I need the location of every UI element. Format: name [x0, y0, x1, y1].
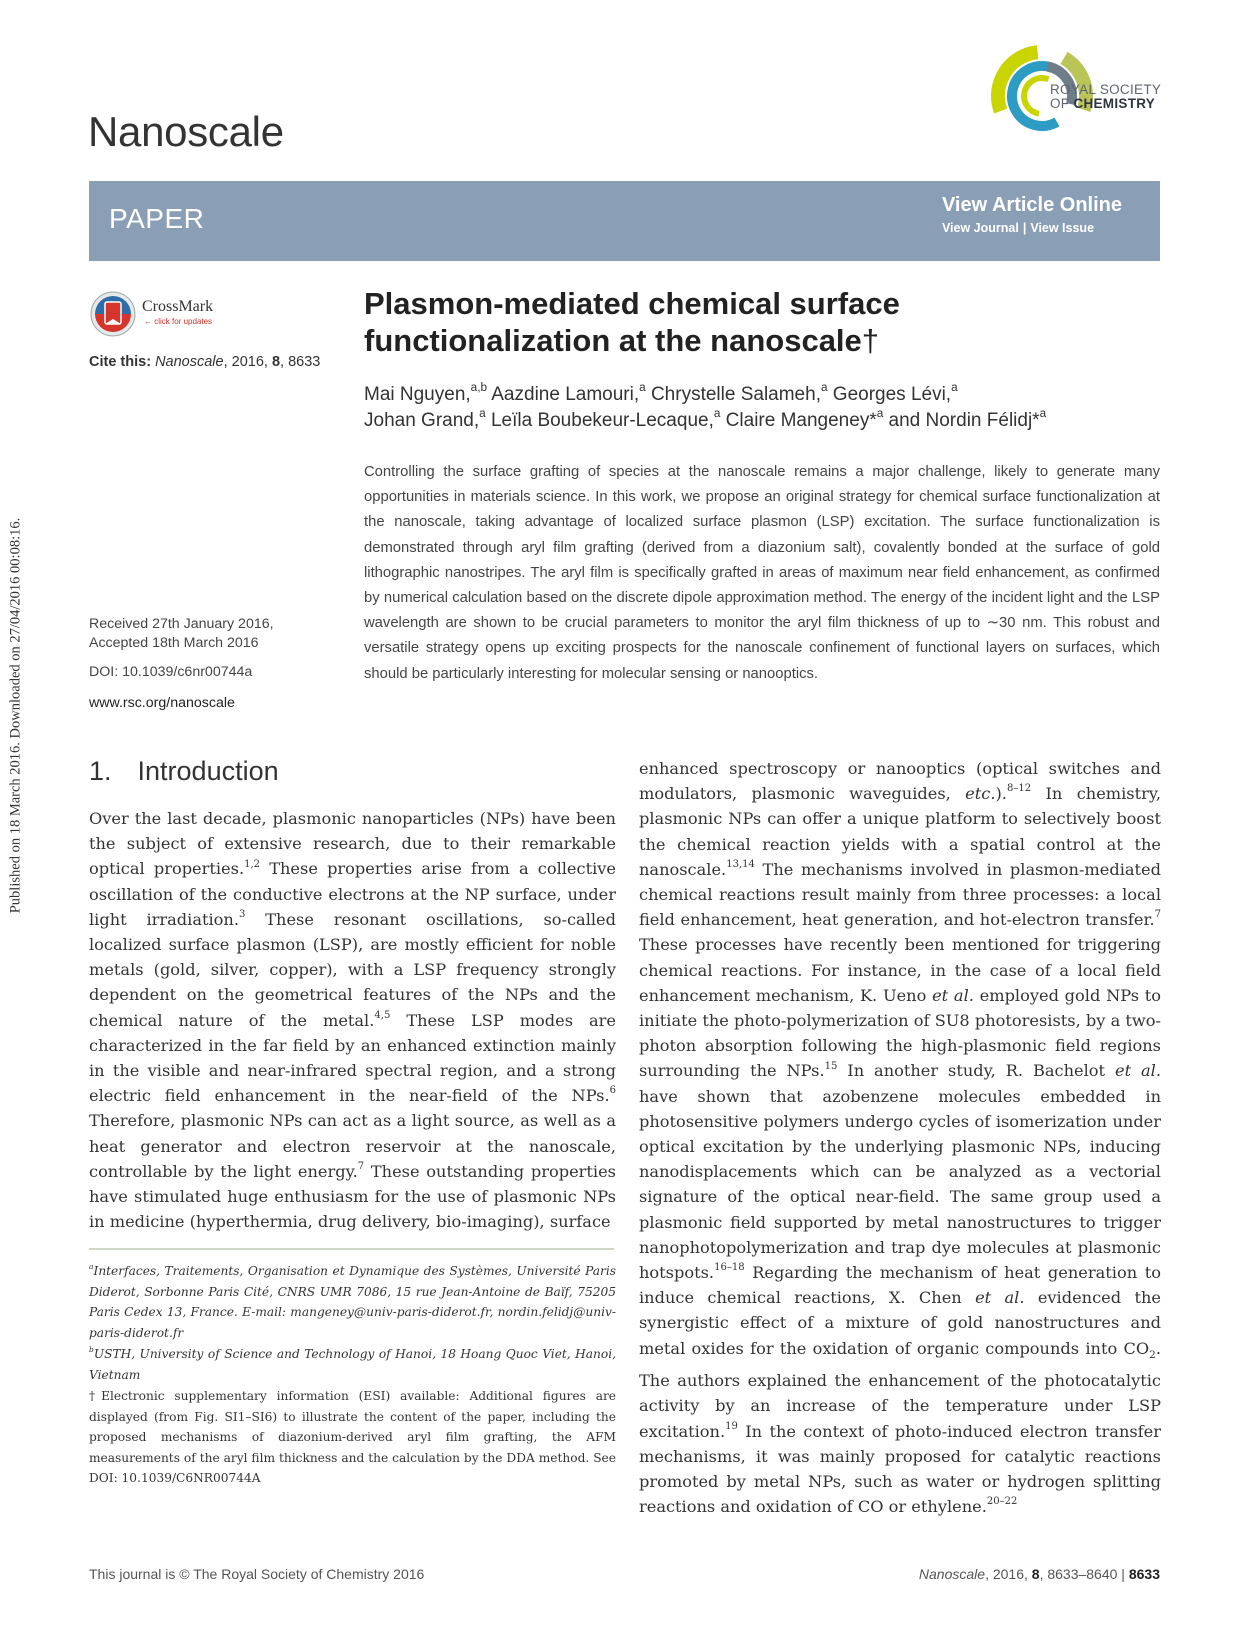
article-links: [942, 194, 1122, 235]
view-journal-link[interactable]: View Journal: [941, 221, 1019, 235]
journal-url-link[interactable]: www.rsc.org/nanoscale: [89, 695, 235, 711]
journal-title: Nanoscale: [88, 108, 284, 155]
rsc-logo[interactable]: [990, 40, 1170, 152]
abstract: Controlling the surface grafting of species at the nanoscale remains a major challenge, likely to generate many opportunities in materials science. In this work, we propose an original strategy for chemical surface functionalization at the nanoscale, taking advantage of localized surface plasmon (LSP) excitation. The surface functionalization is demonstrated through aryl film grafting (derived from a diazonium salt), covalently bonded at the surface of gold lithographic nanostripes. The aryl film is specifically grafted in areas of maximum near field enhancement, as confirmed by numerical calculation based on the discrete dipole approximation method. The energy of the incident light and the LSP wavelength are shown to be crucial parameters to monitor the aryl film thickness of up to ∼30 nm. This robust and versatile strategy opens up exciting prospects for the nanoscale confinement of functional layers on surfaces, which should be particularly interesting for molecular sensing or nanooptics.: [364, 464, 1160, 682]
footer-copyright: This journal is © The Royal Society of Chemistry 2016: [89, 1566, 425, 1582]
view-issue-link[interactable]: View Issue: [1030, 221, 1095, 235]
article-meta: [89, 615, 274, 713]
article-title: Plasmon-mediated chemical surface functionalization at the nanoscale†: [364, 286, 900, 358]
crossmark-sub: ← click for updates: [144, 317, 213, 326]
crossmark-badge[interactable]: [89, 290, 229, 340]
received-date: Received 27th January 2016,: [89, 616, 274, 632]
doi: DOI: 10.1039/c6nr00744a: [89, 664, 253, 680]
view-article-online-link[interactable]: View Article Online: [941, 194, 1122, 216]
esi-dagger: †: [861, 323, 880, 358]
accepted-date: Accepted 18th March 2016: [89, 635, 259, 651]
affiliation-b: $^b$USTH, University of Science and Technology of Hanoi, 18 Hoang Quoc Viet, Hanoi, Vietnam: [89, 1344, 616, 1382]
body-column-left: Over the last decade, plasmonic nanoparticles (NPs) have been the subject of extensive research, due to their remarkable optical properties.$^{1,2}$ These properties arise from a collective oscillation of the conductive electrons at the NP surface, under light irradiation.$^3$ These resonant oscillations, so-called localized surface plasmon (LSP), are mostly efficient for noble metals (gold, silver, copper), with a LSP frequency strongly dependent on the geometrical features of the NPs and the chemical nature of the metal.$^{4,5}$ These LSP modes are characterized in the far field by an enhanced extinction mainly in the visible and near-infrared spectral region, and a strong electric field enhancement in the near-field of the NPs.$^6$ Therefore, plasmonic NPs can act as a light source, as well as a heat generator and electron reservoir at the nanoscale, controllable by the light energy.$^7$ These outstanding properties have stimulated huge enthusiasm for the use of plasmonic NPs in medicine (hyperthermia, drug delivery, bio-imaging), surface: [89, 809, 616, 1232]
body-column-right: enhanced spectroscopy or nanooptics (optical switches and modulators, plasmonic waveguides, etc.).$^{8-12}$ In chemistry, plasmonic NPs can offer a unique platform to selectively boost the chemical reaction yields with a spatial control at the nanoscale.$^{13,14}$ The mechanisms involved in plasmon-mediated chemical reactions result mainly from three processes: a local field enhancement, heat generation, and hot-electron transfer.$^7$ These processes have recently been mentioned for triggering chemical reactions. For instance, in the case of a local field enhancement mechanism, K. Ueno et al. employed gold NPs to initiate the photo-polymerization of SU8 photoresists, by a two-photon absorption following the high-plasmonic field regions surrounding the NPs.$^{15}$ In another study, R. Bachelot et al. have shown that azobenzene molecules embedded in photosensitive polymers undergo cycles of isomerization under optical excitation by the underlying plasmonic NPs, inducing nanodisplacements which can be analyzed as a vectorial signature of the optical near-field. The same group used a plasmonic field supported by metal nanostructures to trigger nanophotopolymerization and trap dye molecules at plasmonic hotspots.$^{16-18}$ Regarding the mechanism of heat generation to induce chemical reactions, X. Chen et al. evidenced the synergistic effect of a mixture of gold nanostructures and metal oxides for the oxidation of organic compounds into $CO_2$. The authors explained the enhancement of the photocatalytic activity by an increase of the temperature under LSP excitation.$^{19}$ In the context of photo-induced electron transfer mechanisms, it was mainly proposed for catalytic reactions promoted by metal NPs, such as water or hydrogen splitting reactions and oxidation of CO or ethylene.$^{20-22}$: [639, 759, 1161, 1517]
esi-note: †Electronic supplementary information (ESI) available: Additional figures are displayed (from Fig. SI1–SI6) to illustrate the content of the paper, including the proposed mechanisms of diazonium-derived aryl film grafting, the AFM measurements of the aryl film thickness and the calculation by the DDA method. See DOI: 10.1039/C6NR00744A: [89, 1389, 616, 1485]
publication-side-note: [6, 475, 26, 955]
page-number: 8633: [1128, 1566, 1160, 1582]
crossmark-label: CrossMark: [142, 298, 214, 315]
author-list: [364, 382, 1164, 434]
paper-banner: [89, 181, 1160, 261]
side-note-text: Published on 18 March 2016. Downloaded on 27/04/2016 00:08:16.: [7, 517, 24, 913]
footnote-divider: [89, 1248, 614, 1250]
rsc-logo-line2: OF CHEMISTRY: [1050, 96, 1156, 111]
cite-this: Cite this: Nanoscale, 2016, 8, 8633: [89, 354, 321, 370]
article-type-label: PAPER: [109, 203, 205, 234]
link-separator: |: [1022, 221, 1027, 235]
rsc-logo-line1: ROYAL SOCIETY: [1050, 82, 1162, 97]
footnotes: [89, 1261, 616, 1490]
author-line-1: Mai Nguyen,$^{a,b}$ Aazdine Lamouri,$^a$ Chrystelle Salameh,$^a$ Georges Lévi,$^a$: [364, 380, 958, 405]
footer-citation: Nanoscale, 2016, 8, 8633–8640 | 8633: [918, 1566, 1160, 1582]
section-heading-introduction: 1. Introduction: [89, 756, 279, 786]
affiliation-a: $^a$Interfaces, Traitements, Organisation et Dynamique des Systèmes, Université Paris Diderot, Sorbonne Paris Cité, CNRS UMR 7086, 15 rue Jean-Antoine de Baïf, 75205 Paris Cedex 13, France. E-mail: mangeney@univ-paris-diderot.fr, nordin.felidj@univ-paris-diderot.fr: [89, 1261, 616, 1340]
crossmark-icon: [89, 290, 137, 338]
author-line-2: Johan Grand,$^a$ Leïla Boubekeur-Lecaque,$^a$ Claire Mangeney*$^a$ and Nordin Félidj*$^a$: [364, 406, 1047, 431]
